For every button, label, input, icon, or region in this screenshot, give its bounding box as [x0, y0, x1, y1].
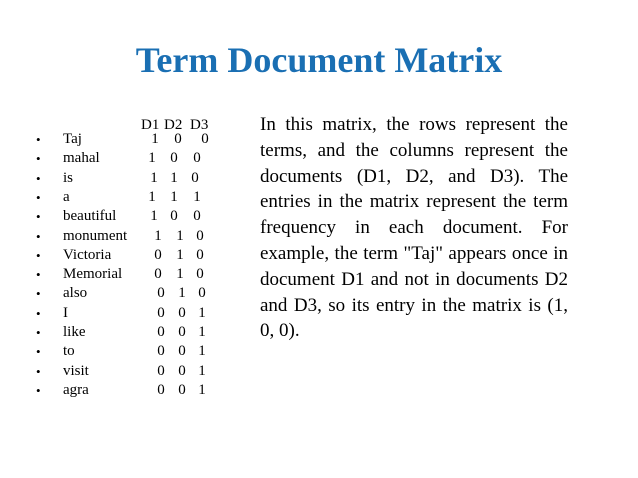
matrix-row [0, 169, 240, 188]
matrix-row [0, 149, 240, 168]
matrix-cell-d3: 1 [193, 188, 201, 205]
matrix-row [0, 362, 240, 381]
term-label: also [63, 285, 88, 302]
bullet-icon: • [36, 267, 41, 283]
matrix-cell-d3: 0 [191, 169, 199, 186]
term-label: Memorial [63, 266, 123, 283]
term-label: to [63, 343, 75, 360]
bullet-icon: • [36, 382, 41, 398]
matrix-cell-d3: 0 [193, 208, 201, 225]
slide-title: Term Document Matrix [135, 40, 503, 80]
bullet-icon: • [36, 189, 41, 205]
term-label: is [63, 169, 74, 186]
matrix-cell-d3: 0 [196, 246, 204, 263]
term-label: Taj [63, 131, 82, 147]
bullet-icon: • [36, 170, 41, 186]
matrix-cell-d2: 1 [176, 227, 184, 244]
bullet-icon: • [36, 209, 41, 225]
term-label: a [63, 188, 70, 205]
column-header-d1: D1 [141, 117, 160, 133]
bullet-icon: • [36, 228, 41, 244]
matrix-cell-d1: 1 [154, 227, 162, 244]
matrix-cell-d1: 0 [157, 304, 165, 321]
matrix-cell-d1: 1 [151, 131, 159, 147]
matrix-row [0, 381, 240, 400]
term-label: Victoria [63, 246, 112, 263]
matrix-cell-d2: 1 [170, 169, 178, 186]
matrix-cell-d3: 0 [196, 227, 204, 244]
bullet-icon: • [36, 325, 41, 340]
matrix-cell-d2: 1 [176, 266, 184, 283]
matrix-cell-d2: 0 [170, 150, 178, 167]
matrix-cell-d3: 1 [198, 304, 206, 321]
term-label: like [63, 324, 86, 340]
bullet-icon: • [36, 344, 41, 360]
matrix-cell-d2: 0 [178, 381, 186, 398]
matrix-row [0, 284, 240, 303]
matrix-cell-d2: 0 [178, 324, 186, 340]
matrix-cell-d2: 0 [178, 304, 186, 321]
matrix-cell-d1: 0 [157, 324, 165, 340]
matrix-row [0, 265, 240, 284]
matrix-row [0, 227, 240, 246]
matrix-row [0, 323, 240, 342]
explanation-paragraph: In this matrix, the rows represent the terms, and the columns represent the documents (D1, D2, and D3). The entries in the matrix represent the term frequency in each document. For example, the term "Taj" appears once in document D1 and not in documents D2 and D3, so its entry in the matrix is (1, 0, 0). [260, 114, 568, 342]
matrix-cell-d3: 1 [198, 324, 206, 340]
matrix-cell-d3: 1 [198, 381, 206, 398]
column-header-d2: D2 [164, 117, 183, 133]
term-label: visit [63, 362, 89, 379]
matrix-cell-d1: 0 [157, 285, 165, 302]
matrix-row [0, 342, 240, 361]
term-label: beautiful [63, 208, 117, 225]
matrix-cell-d3: 1 [198, 362, 206, 379]
matrix-cell-d3: 0 [201, 131, 209, 147]
matrix-cell-d1: 1 [148, 188, 156, 205]
matrix-cell-d2: 1 [170, 188, 178, 205]
bullet-icon: • [36, 286, 41, 302]
matrix-cell-d3: 0 [198, 285, 206, 302]
bullet-icon: • [36, 247, 41, 263]
matrix-cell-d1: 1 [150, 169, 158, 186]
matrix-cell-d1: 0 [154, 266, 162, 283]
matrix-row [0, 130, 240, 149]
term-document-matrix [0, 0, 240, 478]
matrix-cell-d1: 0 [157, 343, 165, 360]
term-label: monument [63, 227, 128, 244]
matrix-cell-d3: 0 [193, 150, 201, 167]
matrix-cell-d1: 1 [148, 150, 156, 167]
matrix-cell-d2: 1 [178, 285, 186, 302]
matrix-cell-d2: 0 [170, 208, 178, 225]
matrix-row [0, 188, 240, 207]
term-label: I [63, 304, 68, 321]
matrix-cell-d2: 0 [178, 362, 186, 379]
matrix-cell-d2: 0 [178, 343, 186, 360]
matrix-cell-d3: 1 [198, 343, 206, 360]
bullet-icon: • [36, 132, 41, 147]
matrix-cell-d1: 0 [157, 362, 165, 379]
column-header-d3: D3 [190, 117, 209, 133]
matrix-cell-d1: 0 [154, 246, 162, 263]
bullet-icon: • [36, 305, 41, 321]
term-label: agra [63, 381, 89, 398]
matrix-cell-d3: 0 [196, 266, 204, 283]
term-label: mahal [63, 150, 100, 167]
matrix-row [0, 304, 240, 323]
matrix-row [0, 246, 240, 265]
matrix-cell-d2: 1 [176, 246, 184, 263]
matrix-cell-d1: 0 [157, 381, 165, 398]
bullet-icon: • [36, 151, 41, 167]
matrix-cell-d2: 0 [174, 131, 182, 147]
matrix-cell-d1: 1 [150, 208, 158, 225]
matrix-row [0, 207, 240, 226]
bullet-icon: • [36, 363, 41, 379]
